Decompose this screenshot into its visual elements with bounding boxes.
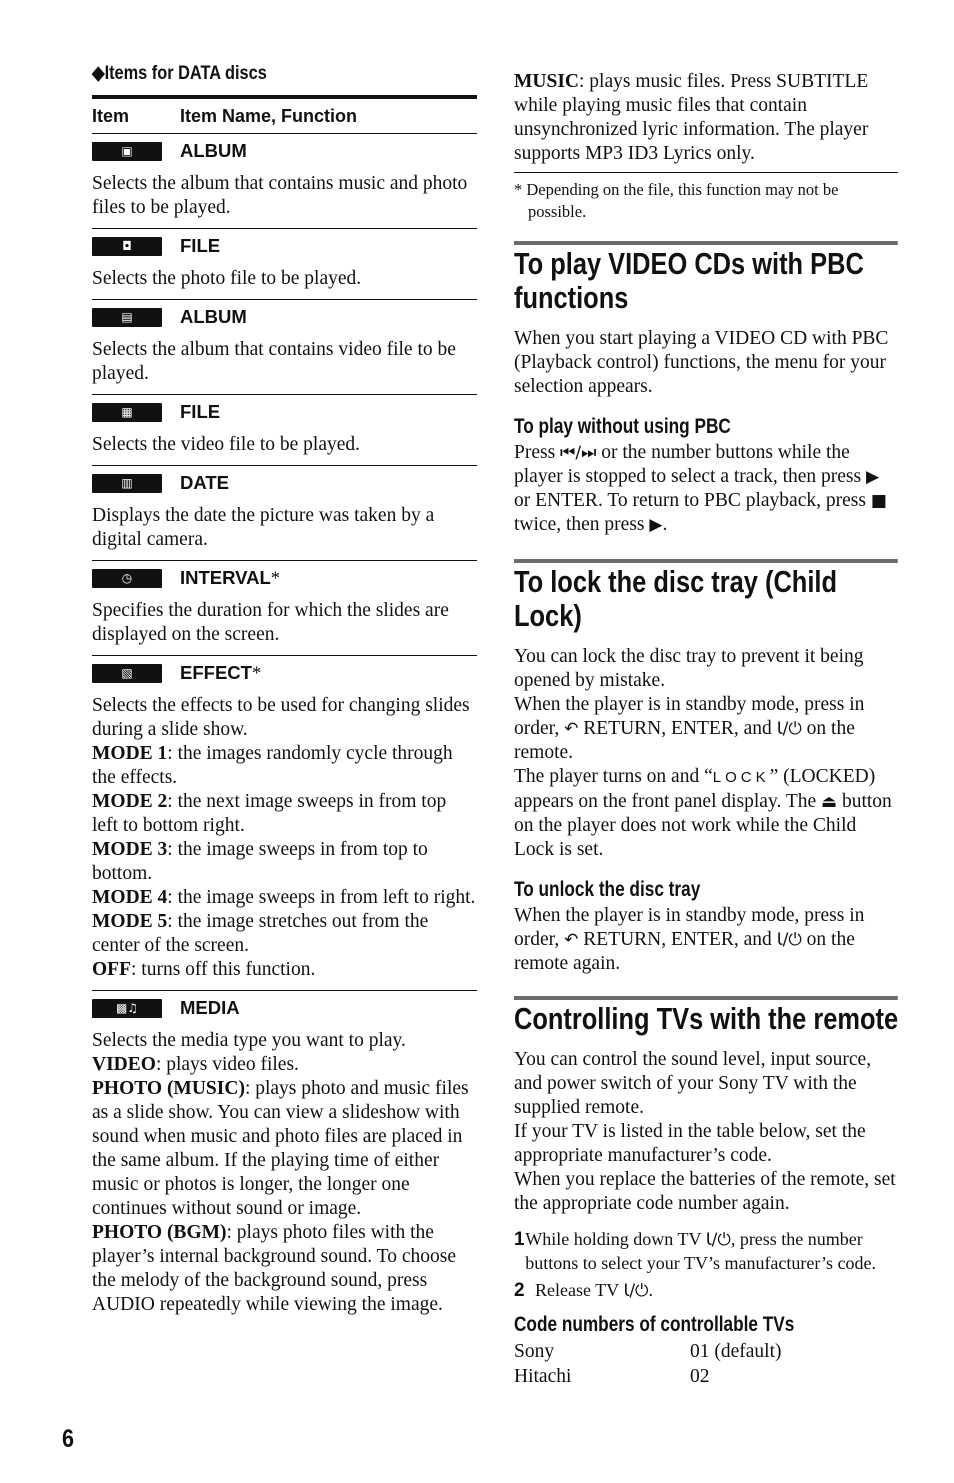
stop-icon: ■	[870, 491, 887, 511]
heading-tv-control: Controlling TVs with the remote	[514, 996, 898, 1036]
subheading-unlock: To unlock the disc tray	[514, 878, 701, 901]
tv-body: You can control the sound level, input source, and power switch of your Sony TV with the supplied remote. If your TV is listed in the table below, set the appropriate manufacturer’s code. When you replace the batteries of the remote, set the appropriate code number again.	[514, 1049, 896, 1214]
row-name: EFFECT	[180, 661, 252, 683]
code-maker: Sony	[514, 1341, 555, 1362]
left-column	[92, 62, 477, 1317]
labeled-item: MODE 3: the image sweeps in from top to bottom.	[92, 839, 428, 884]
power-icon: Ɩ/⏻	[776, 719, 802, 739]
codes-title: Code numbers of controllable TVs	[514, 1313, 795, 1336]
row-name: FILE	[180, 235, 221, 256]
step-1: 1 While holding down TV Ɩ/⏻, press the number buttons to select your TV’s manufacturer’s code.	[514, 1229, 877, 1273]
effect-modes	[92, 742, 477, 982]
codes-table	[514, 1339, 898, 1389]
footnote: * Depending on the file, this function may not be possible.	[514, 172, 898, 223]
row-description: Selects the album that contains music and photo files to be played.	[92, 173, 468, 218]
row-name: ALBUM	[180, 140, 247, 161]
row-name: FILE	[180, 401, 221, 422]
prev-next-icon: ⏮/⏭	[560, 443, 597, 463]
row-name: MEDIA	[180, 997, 240, 1018]
interval-clock-icon: ◷	[92, 569, 162, 588]
film-icon: ▦	[92, 403, 162, 422]
table-header	[92, 99, 477, 134]
return-icon: ↶	[564, 930, 579, 950]
media-icon: ▩♫	[92, 999, 162, 1018]
play-icon: ▶	[649, 515, 663, 535]
asterisk: *	[270, 568, 281, 589]
step-2: 2 Release TV Ɩ/⏻.	[514, 1280, 653, 1301]
page-number: 6	[62, 1425, 74, 1453]
labeled-item: PHOTO (BGM): plays photo files with the player’s internal background sound. To choose the melody of the background sound, press AUDIO repeatedly while viewing the image.	[92, 1222, 456, 1315]
pbc-body: When you start playing a VIDEO CD with PBC (Playback control) functions, the menu for your selection appears.	[514, 328, 889, 397]
table-row	[92, 299, 477, 334]
media-items	[92, 1053, 477, 1317]
power-icon: Ɩ/⏻	[623, 1281, 649, 1301]
code-number: 02	[690, 1366, 710, 1387]
heading-pbc: To play VIDEO CDs with PBC functions	[514, 241, 898, 315]
labeled-item: OFF: turns off this function.	[92, 959, 316, 980]
no-pbc-body: Press ⏮/⏭ or the number buttons while the player is stopped to select a track, then press ▶ or ENTER. To return to PBC playback, press ■ twice, then press ▶.	[514, 442, 887, 535]
table-row	[92, 465, 477, 500]
table-row-effect	[92, 655, 477, 690]
unlock-body: When the player is in standby mode, press in order, ↶ RETURN, ENTER, and Ɩ/⏻ on the remote again.	[514, 905, 865, 974]
header-item-name: Item Name, Function	[180, 105, 358, 126]
media-description	[92, 1029, 477, 1317]
table-row-media	[92, 990, 477, 1025]
header-item: Item	[92, 105, 130, 126]
effect-description	[92, 694, 477, 982]
music-text: : plays music files. Press SUBTITLE while playing music files that contain unsynchronized lyric information. The player supports MP3 ID3 Lyrics only.	[514, 71, 869, 164]
power-icon: Ɩ/⏻	[705, 1230, 731, 1250]
row-description: Selects the video file to be played.	[92, 434, 361, 455]
labeled-item: MODE 5: the image stretches out from the center of the screen.	[92, 911, 429, 956]
row-name: INTERVAL	[180, 566, 271, 588]
row-name: ALBUM	[180, 306, 247, 327]
media-intro: Selects the media type you want to play.	[92, 1030, 406, 1051]
row-description: Displays the date the picture was taken by a digital camera.	[92, 505, 435, 550]
labeled-item: MODE 2: the next image sweeps in from top left to bottom right.	[92, 791, 447, 836]
row-description: Selects the album that contains video file to be played.	[92, 339, 456, 384]
effect-icon: ▧	[92, 664, 162, 683]
camera-icon: ◘	[92, 237, 162, 256]
lock-body: You can lock the disc tray to prevent it being opened by mistake. When the player is in standby mode, press in order, ↶ RETURN, ENTER, and Ɩ/⏻ on the remote. The player turns on and “LOCK” (LOCKED) appears on the front panel display. The ⏏ button on the player does not work while the Child Lock is set.	[514, 646, 892, 860]
asterisk: *	[251, 663, 262, 684]
row-name: DATE	[180, 472, 229, 493]
subheading-no-pbc: To play without using PBC	[514, 415, 731, 438]
labeled-item: MODE 1: the images randomly cycle through the effects.	[92, 743, 453, 788]
music-item	[514, 70, 898, 166]
labeled-item: PHOTO (MUSIC): plays photo and music files as a slide show. You can view a slideshow with sound when music and photo files are placed in the same album. If the playing time of either music or photos is longer, the longer one continues without sound or image.	[92, 1078, 469, 1219]
section-title: ◆Items for DATA discs	[92, 63, 267, 84]
power-icon: Ɩ/⏻	[776, 930, 802, 950]
row-description: Selects the photo file to be played.	[92, 268, 362, 289]
table-row	[92, 560, 477, 595]
eject-icon: ⏏	[821, 792, 838, 812]
item-rows	[92, 134, 477, 647]
return-icon: ↶	[564, 719, 579, 739]
labeled-item: MODE 4: the image sweeps in from left to right.	[92, 887, 476, 908]
table-row	[92, 228, 477, 263]
music-label: MUSIC	[514, 71, 580, 92]
locked-display: LOCK	[712, 769, 770, 786]
row-description: Specifies the duration for which the slides are displayed on the screen.	[92, 600, 449, 645]
code-number: 01 (default)	[690, 1341, 782, 1362]
labeled-item: VIDEO: plays video files.	[92, 1054, 299, 1075]
table-row	[92, 394, 477, 429]
heading-child-lock: To lock the disc tray (Child Lock)	[514, 559, 898, 633]
code-maker: Hitachi	[514, 1366, 572, 1387]
table-row	[92, 134, 477, 168]
play-icon: ▶	[865, 467, 880, 487]
album-music-photo-icon: ▣	[92, 142, 162, 161]
effect-intro: Selects the effects to be used for changing slides during a slide show.	[92, 695, 470, 740]
right-column	[514, 70, 898, 1389]
calendar-icon: ▥	[92, 474, 162, 493]
album-video-icon: ▤	[92, 308, 162, 327]
